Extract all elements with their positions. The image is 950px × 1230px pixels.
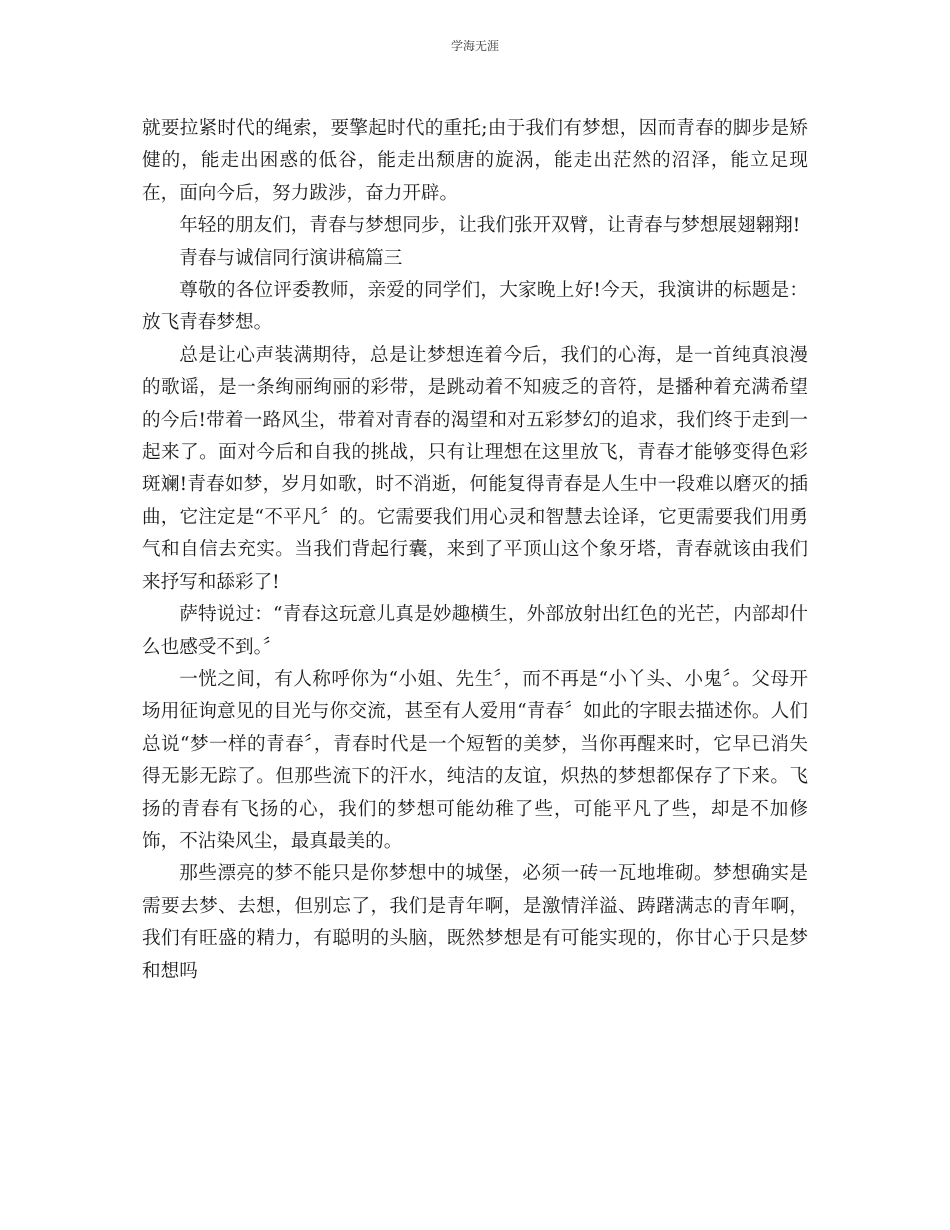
page-header: 学海无涯	[450, 39, 499, 53]
section-heading: 青春与诚信同行演讲稿篇三	[179, 247, 403, 269]
paragraph-4: 总是让心声装满期待，总是让梦想连着今后，我们的心海，是一首纯真浪漫的歌谣，是一条绚丽绚丽的彩带，是跳动着不知疲乏的音符，是播种着充满希望的今后!带着一路风尘，带着对青春的渴望和对五彩梦幻的追求，我们终于走到一起来了。面对今后和自我的挑战，只有让理想在这里放飞，青春才能够变得色彩斑斓!青春如梦，岁月如歌，时不消逝，何能复得青春是人生中一段难以磨灭的插曲，它注定是“不平凡〞的。它需要我们用心灵和智慧去诠译，它更需要我们用勇气和自信去充实。当我们背起行囊，来到了平顶山这个象牙塔，青春就该由我们来抒写和舔彩了!	[142, 344, 808, 593]
paragraph-6: 一恍之间，有人称呼你为“小姐、先生〞，而不再是“小丫头、小鬼〞。父母开场用征询意见的目光与你交流，甚至有人爱用“青春〞如此的字眼去描述你。人们总说“梦一样的青春〞，青春时代是一个短暂的美梦，当你再醒来时，它早已消失得无影无踪了。但那些流下的汗水，纯洁的友谊，炽热的梦想都保存了下来。飞扬的青春有飞扬的心，我们的梦想可能幼稚了些，可能平凡了些，却是不加修饰，不沾染风尘，最真最美的。	[142, 668, 808, 852]
paragraph-1: 就要拉紧时代的绳索，要擎起时代的重托;由于我们有梦想，因而青春的脚步是矫健的，能走出困惑的低谷，能走出颓唐的旋涡，能走出茫然的沼泽，能立足现在，面向今后，努力跋涉，奋力开辟。	[142, 118, 808, 204]
paragraph-7: 那些漂亮的梦不能只是你梦想中的城堡，必须一砖一瓦地堆砌。梦想确实是需要去梦、去想，但别忘了，我们是青年啊，是激情洋溢、踌躇满志的青年啊，我们有旺盛的精力，有聪明的头脑，既然梦想是有可能实现的，你甘心于只是梦和想吗	[142, 863, 808, 982]
paragraph-quote: 萨特说过：“青春这玩意儿真是妙趣横生，外部放射出红色的光芒，内部却什么也感受不到。〞	[142, 604, 808, 658]
document-body	[142, 113, 808, 988]
paragraph-2: 年轻的朋友们，青春与梦想同步，让我们张开双臂，让青春与梦想展翅翱翔!	[179, 215, 801, 237]
paragraph-greeting: 尊敬的各位评委教师，亲爱的同学们，大家晚上好!今天，我演讲的标题是：放飞青春梦想。	[142, 280, 808, 334]
